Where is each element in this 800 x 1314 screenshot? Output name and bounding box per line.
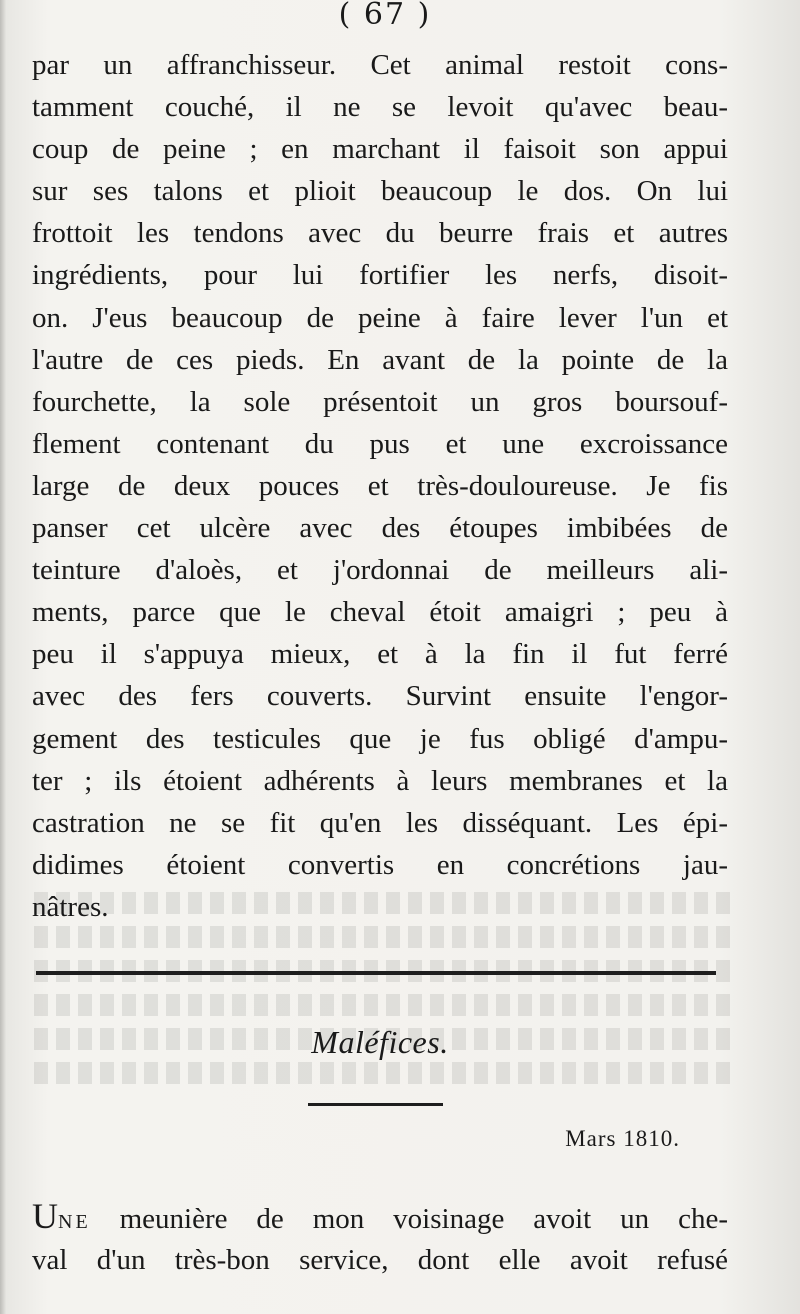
text-line: nâtres. — [32, 890, 109, 923]
opening-paragraph — [32, 1197, 728, 1279]
text-line: gement des testicules que je fus obligé d'ampu- — [32, 722, 728, 755]
text-line: large de deux pouces et très-douloureuse. Je fis — [32, 469, 728, 502]
binding-edge — [0, 0, 6, 1314]
text-line: tamment couché, il ne se levoit qu'avec beau- — [32, 91, 728, 124]
title-underline-rule — [308, 1103, 443, 1106]
text-line: sur ses talons et plioit beaucoup le dos. On lui — [32, 175, 728, 208]
paragraph-text — [32, 44, 728, 928]
text-line: par un affranchisseur. Cet animal restoit cons- — [32, 49, 728, 81]
text-line: frottoit les tendons avec du beurre frais et autres — [32, 217, 728, 250]
text-line: castration ne se fit qu'en les disséquant. Les épi- — [32, 806, 728, 839]
text-line: flement contenant du pus et une excroissance — [32, 427, 728, 460]
text-line: didimes étoient convertis en concrétions jau- — [32, 848, 728, 881]
small-caps-word: NE — [58, 1211, 91, 1233]
text-line: fourchette, la sole présentoit un gros boursouf- — [32, 385, 728, 418]
text-line: peu il s'appuya mieux, et à la fin il fut ferré — [32, 638, 728, 671]
opening-line — [32, 1197, 728, 1241]
text-line: ments, parce que le cheval étoit amaigri ; peu à — [32, 596, 728, 629]
text-line: l'autre de ces pieds. En avant de la pointe de la — [32, 343, 728, 376]
text-line: avec des fers couverts. Survint ensuite l'engor- — [32, 680, 728, 713]
opening-line: val d'un très-bon service, dont elle avoit refusé — [32, 1244, 728, 1276]
section-title: Maléfices. — [311, 1024, 449, 1060]
section-date: Mars 1810. — [565, 1126, 680, 1151]
drop-cap: U — [32, 1196, 58, 1236]
section-divider-rule — [36, 971, 716, 975]
text-line: coup de peine ; en marchant il faisoit son appui — [32, 133, 728, 166]
text-line: panser cet ulcère avec des étoupes imbibées de — [32, 512, 728, 545]
text-line: teinture d'aloès, et j'ordonnai de meilleurs ali- — [32, 554, 728, 587]
text-line: ter ; ils étoient adhérents à leurs membranes et la — [32, 764, 728, 797]
opening-line-text: meunière de mon voisinage avoit un che- — [90, 1203, 728, 1235]
page-number: ( 67 ) — [338, 0, 432, 32]
text-line: ingrédients, pour lui fortifier les nerfs, disoit- — [32, 259, 728, 292]
text-line: on. J'eus beaucoup de peine à faire lever l'un et — [32, 301, 728, 334]
